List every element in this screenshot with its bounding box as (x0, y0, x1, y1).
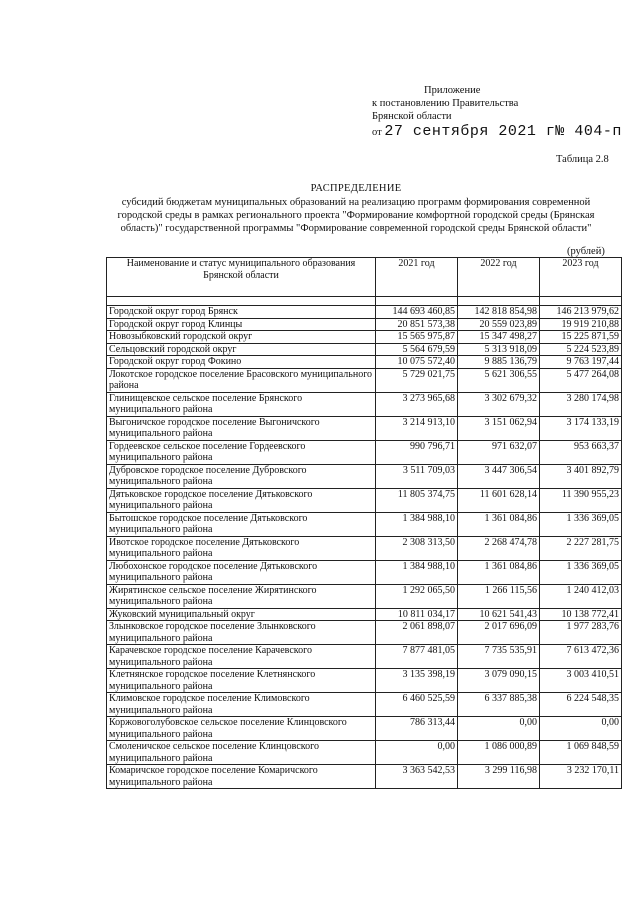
cell-2022: 3 302 679,32 (458, 392, 540, 416)
cell-2022: 2 268 474,78 (458, 536, 540, 560)
table-number: Таблица 2.8 (556, 154, 609, 165)
cell-name: Локотское городское поселение Брасовского муниципального района (107, 368, 376, 392)
table-row (107, 368, 622, 392)
cell-name: Климовское городское поселение Климовского муниципального района (107, 693, 376, 717)
cell-2023: 3 232 170,11 (540, 765, 622, 789)
cell-2022: 142 818 854,98 (458, 306, 540, 319)
table-row (107, 536, 622, 560)
cell-2021: 3 214 913,10 (376, 416, 458, 440)
cell-2022: 15 347 498,27 (458, 331, 540, 344)
cell-2022: 10 621 541,43 (458, 608, 540, 621)
cell-2021: 15 565 975,87 (376, 331, 458, 344)
table-row (107, 621, 622, 645)
appendix-line-2: Брянской области (372, 111, 452, 122)
appendix-line-1: к постановлению Правительства (372, 98, 519, 109)
cell-2023: 3 003 410,51 (540, 669, 622, 693)
cell-2021: 5 564 679,59 (376, 343, 458, 356)
cell-2022: 5 313 918,09 (458, 343, 540, 356)
cell-2023: 2 227 281,75 (540, 536, 622, 560)
table-row (107, 512, 622, 536)
cell-2022: 1 361 084,86 (458, 560, 540, 584)
cell-2022: 971 632,07 (458, 440, 540, 464)
table-row (107, 331, 622, 344)
cell-2023: 5 224 523,89 (540, 343, 622, 356)
cell-name: Глинищевское сельское поселение Брянского муниципального района (107, 392, 376, 416)
cell-2023: 3 280 174,98 (540, 392, 622, 416)
table-row (107, 440, 622, 464)
table-row (107, 488, 622, 512)
appendix-title: Приложение (424, 85, 481, 96)
cell-2021: 144 693 460,85 (376, 306, 458, 319)
table-row (107, 416, 622, 440)
cell-2022: 0,00 (458, 717, 540, 741)
cell-2022: 5 621 306,55 (458, 368, 540, 392)
cell-2023: 19 919 210,88 (540, 318, 622, 331)
cell-2022: 3 299 116,98 (458, 765, 540, 789)
cell-2022: 7 735 535,91 (458, 645, 540, 669)
table-row (107, 584, 622, 608)
date-prefix: от (372, 127, 382, 138)
cell-2022: 1 361 084,86 (458, 512, 540, 536)
table-row (107, 356, 622, 369)
cell-2021: 1 384 988,10 (376, 512, 458, 536)
cell-2022: 11 601 628,14 (458, 488, 540, 512)
cell-2021: 3 135 398,19 (376, 669, 458, 693)
header-2022: 2022 год (458, 258, 540, 297)
header-name: Наименование и статус муниципального образования Брянской области (107, 258, 376, 297)
table-row (107, 693, 622, 717)
cell-2021: 3 511 709,03 (376, 464, 458, 488)
cell-2023: 1 977 283,76 (540, 621, 622, 645)
cell-2021: 0,00 (376, 741, 458, 765)
header-2021: 2021 год (376, 258, 458, 297)
cell-name: Карачевское городское поселение Карачевского муниципального района (107, 645, 376, 669)
table-row (107, 669, 622, 693)
header-2023: 2023 год (540, 258, 622, 297)
cell-2021: 6 460 525,59 (376, 693, 458, 717)
table-row (107, 560, 622, 584)
cell-name: Коржовоголубовское сельское поселение Клинцовского муниципального района (107, 717, 376, 741)
cell-2022: 3 079 090,15 (458, 669, 540, 693)
cell-2023: 5 477 264,08 (540, 368, 622, 392)
cell-2023: 3 401 892,79 (540, 464, 622, 488)
cell-2021: 7 877 481,05 (376, 645, 458, 669)
cell-2021: 2 308 313,50 (376, 536, 458, 560)
cell-2023: 1 240 412,03 (540, 584, 622, 608)
cell-2021: 1 292 065,50 (376, 584, 458, 608)
units-label: (рублей) (567, 246, 605, 257)
cell-2023: 7 613 472,36 (540, 645, 622, 669)
table-row (107, 318, 622, 331)
cell-2023: 11 390 955,23 (540, 488, 622, 512)
cell-2023: 1 336 369,05 (540, 560, 622, 584)
cell-2021: 786 313,44 (376, 717, 458, 741)
table-row (107, 392, 622, 416)
cell-2021: 5 729 021,75 (376, 368, 458, 392)
cell-2021: 3 363 542,53 (376, 765, 458, 789)
table-row (107, 741, 622, 765)
cell-2023: 15 225 871,59 (540, 331, 622, 344)
cell-2022: 6 337 885,38 (458, 693, 540, 717)
cell-2022: 2 017 696,09 (458, 621, 540, 645)
budget-table (106, 257, 622, 789)
cell-2021: 990 796,71 (376, 440, 458, 464)
cell-2022: 1 086 000,89 (458, 741, 540, 765)
heading-line-1: субсидий бюджетам муниципальных образований на реализацию программ формирования современной (121, 197, 591, 208)
cell-2023: 9 763 197,44 (540, 356, 622, 369)
cell-name: Выгоничское городское поселение Выгоничского муниципального района (107, 416, 376, 440)
appendix-block (372, 84, 622, 139)
table-row (107, 645, 622, 669)
cell-name: Жуковский муниципальный округ (107, 608, 376, 621)
table-row (107, 608, 622, 621)
cell-name: Жирятинское сельское поселение Жирятинского муниципального района (107, 584, 376, 608)
cell-2021: 3 273 965,68 (376, 392, 458, 416)
heading-line-2: городской среды в рамках регионального проекта "Формирование комфортной городской среды (Брянская (117, 210, 595, 221)
cell-name: Клетнянское городское поселение Клетнянского муниципального района (107, 669, 376, 693)
table-row (107, 464, 622, 488)
cell-2023: 3 174 133,19 (540, 416, 622, 440)
cell-name: Дубровское городское поселение Дубровского муниципального района (107, 464, 376, 488)
table-row (107, 765, 622, 789)
cell-name: Бытошское городское поселение Дятьковского муниципального района (107, 512, 376, 536)
cell-name: Комаричское городское поселение Комаричского муниципального района (107, 765, 376, 789)
cell-2023: 953 663,37 (540, 440, 622, 464)
date-value: 27 сентября 2021 г№ 404-п (384, 123, 622, 140)
heading-line-3: область)" государственной программы "Формирование современной городской среды Брянской области" (120, 223, 592, 234)
cell-name: Городской округ город Клинцы (107, 318, 376, 331)
cell-name: Любохонское городское поселение Дятьковского муниципального района (107, 560, 376, 584)
header-spacer-row (107, 297, 622, 306)
appendix-date-line (372, 125, 622, 139)
cell-2021: 10 075 572,40 (376, 356, 458, 369)
cell-2021: 10 811 034,17 (376, 608, 458, 621)
cell-2022: 3 151 062,94 (458, 416, 540, 440)
table-row (107, 343, 622, 356)
cell-2021: 11 805 374,75 (376, 488, 458, 512)
cell-name: Смоленичское сельское поселение Клинцовского муниципального района (107, 741, 376, 765)
cell-2021: 20 851 573,38 (376, 318, 458, 331)
cell-2022: 20 559 023,89 (458, 318, 540, 331)
cell-2022: 3 447 306,54 (458, 464, 540, 488)
cell-2022: 1 266 115,56 (458, 584, 540, 608)
heading-block (96, 182, 616, 235)
cell-name: Дятьковское городское поселение Дятьковского муниципального района (107, 488, 376, 512)
cell-2023: 1 336 369,05 (540, 512, 622, 536)
cell-2021: 1 384 988,10 (376, 560, 458, 584)
cell-name: Злынковское городское поселение Злынковского муниципального района (107, 621, 376, 645)
heading-title: РАСПРЕДЕЛЕНИЕ (310, 183, 402, 194)
cell-2022: 9 885 136,79 (458, 356, 540, 369)
cell-name: Ивотское городское поселение Дятьковского муниципального района (107, 536, 376, 560)
cell-2021: 2 061 898,07 (376, 621, 458, 645)
table-body (107, 297, 622, 789)
cell-name: Сельцовский городской округ (107, 343, 376, 356)
cell-2023: 0,00 (540, 717, 622, 741)
table-row (107, 306, 622, 319)
cell-2023: 10 138 772,41 (540, 608, 622, 621)
cell-name: Гордеевское сельское поселение Гордеевского муниципального района (107, 440, 376, 464)
cell-name: Новозыбковский городской округ (107, 331, 376, 344)
cell-2023: 6 224 548,35 (540, 693, 622, 717)
cell-2023: 1 069 848,59 (540, 741, 622, 765)
table-header-row (107, 258, 622, 297)
table-row (107, 717, 622, 741)
cell-name: Городской округ город Фокино (107, 356, 376, 369)
cell-name: Городской округ город Брянск (107, 306, 376, 319)
cell-2023: 146 213 979,62 (540, 306, 622, 319)
